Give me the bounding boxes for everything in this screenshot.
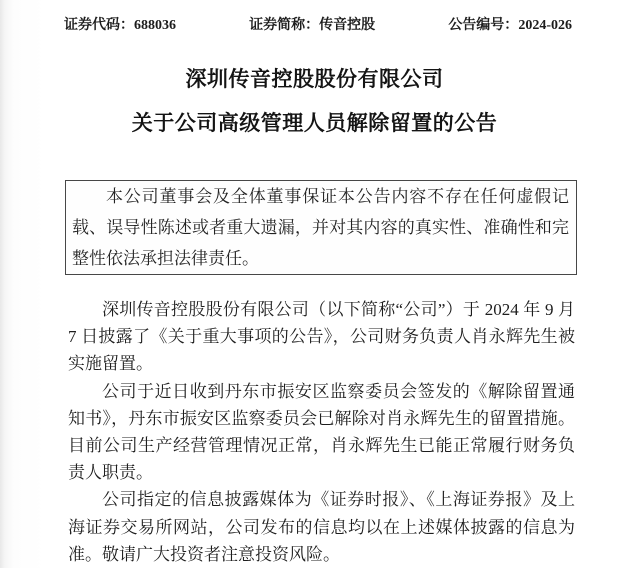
announcement-number-value: 2024-026: [518, 18, 572, 33]
title-block: [0, 67, 629, 136]
announcement-body: [68, 296, 575, 568]
stock-code-label: 证券代码：: [64, 18, 134, 33]
body-paragraph-3: 公司指定的信息披露媒体为《证券时报》、《上海证券报》及上海证券交易所网站，公司发布的信息均以在上述媒体披露的信息为准。敬请广大投资者注意投资风险。: [68, 490, 575, 564]
announcement-title: 关于公司高级管理人员解除留置的公告: [131, 112, 498, 135]
disclaimer-box: [65, 180, 577, 275]
disclaimer-text: 本公司董事会及全体董事保证本公告内容不存在任何虚假记载、误导性陈述或者重大遗漏，并对其内容的真实性、准确性和完整性依法承担法律责任。: [72, 187, 569, 268]
stock-name: [249, 14, 375, 34]
body-paragraph-2: 公司于近日收到丹东市振安区监察委员会签发的《解除留置通知书》，丹东市振安区监察委员会已解除对肖永辉先生的留置措施。目前公司生产经营管理情况正常，肖永辉先生已能正常履行财务负责人职责。: [68, 381, 575, 483]
stock-name-value: 传音控股: [319, 18, 376, 33]
company-name-title: 深圳传音控股股份有限公司: [185, 68, 444, 91]
stock-name-label: 证券简称：: [249, 18, 320, 33]
announcement-number: [448, 14, 572, 34]
announcement-number-label: 公告编号：: [448, 18, 519, 33]
stock-code: [64, 14, 176, 34]
document-header: [0, 0, 629, 34]
body-paragraph-1: 深圳传音控股股份有限公司（以下简称“公司”）于 2024 年 9 月 7 日披露了《关于重大事项的公告》，公司财务负责人肖永辉先生被实施留置。: [68, 300, 575, 374]
stock-code-value: 688036: [134, 18, 176, 33]
